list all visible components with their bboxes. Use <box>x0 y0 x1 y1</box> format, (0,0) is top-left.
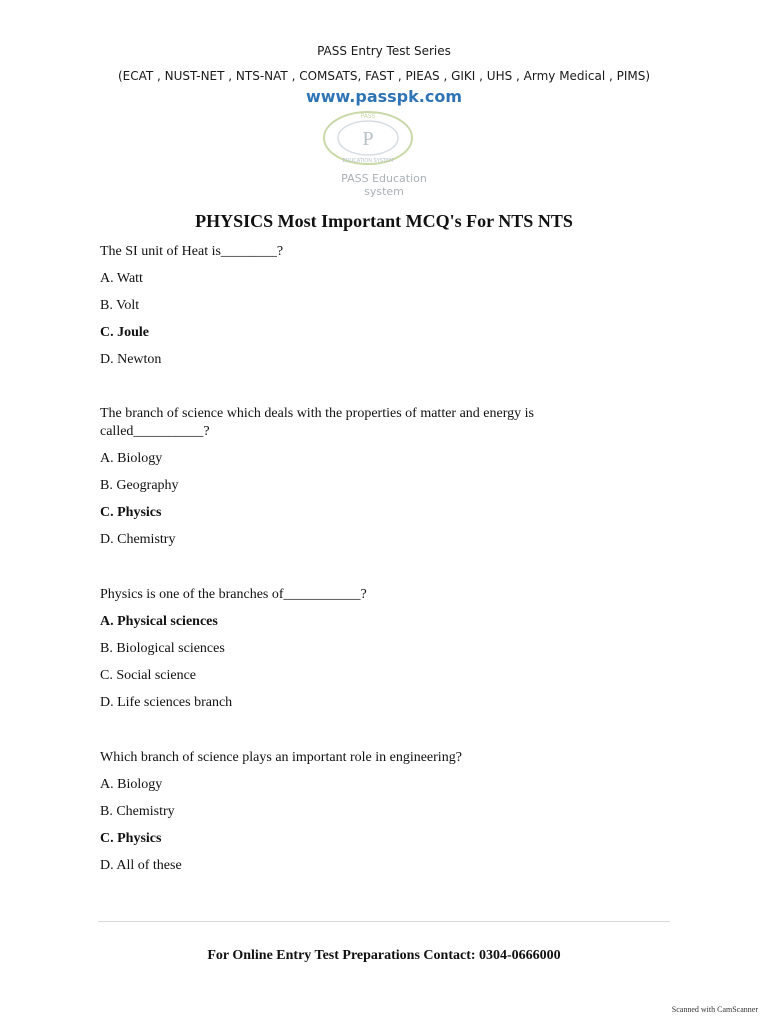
logo-caption-system: system <box>364 185 404 198</box>
question-1-option-a: A. Watt <box>100 271 143 286</box>
question-1-option-d: D. Newton <box>100 352 162 367</box>
svg-text:P: P <box>362 128 374 150</box>
footer-contact: For Online Entry Test Preparations Contact: 0304-0666000 <box>207 948 561 963</box>
series-heading: PASS Entry Test Series <box>317 44 451 58</box>
question-4-option-b: B. Chemistry <box>100 804 175 819</box>
question-2-option-c-answer: C. Physics <box>100 505 162 520</box>
page-title: PHYSICS Most Important MCQ's For NTS NTS <box>195 211 573 231</box>
question-3-option-b: B. Biological sciences <box>100 641 225 656</box>
question-4-option-d: D. All of these <box>100 858 182 873</box>
question-3: Physics is one of the branches of___________? <box>100 587 367 602</box>
question-3-option-a-answer: A. Physical sciences <box>100 614 218 629</box>
footer-divider <box>98 921 670 922</box>
question-4-option-a: A. Biology <box>100 777 163 792</box>
pass-logo-icon <box>318 108 418 168</box>
question-4-option-c-answer: C. Physics <box>100 831 162 846</box>
logo-caption <box>0 172 768 198</box>
logo-caption-education: Education <box>372 172 427 185</box>
question-2-option-d: D. Chemistry <box>100 532 176 547</box>
question-3-option-c: C. Social science <box>100 668 197 683</box>
svg-text:EDUCATION SYSTEM: EDUCATION SYSTEM <box>342 158 394 164</box>
exams-list: (ECAT , NUST-NET , NTS-NAT , COMSATS, FAST , PIEAS , GIKI , UHS , Army Medical , PIMS) <box>117 69 651 83</box>
question-2-option-b: B. Geography <box>100 478 179 493</box>
question-1-option-b: B. Volt <box>100 298 140 313</box>
question-1-option-c-answer: C. Joule <box>100 325 149 340</box>
logo-caption-pass: PASS <box>341 172 369 185</box>
question-2-line-2: called__________? <box>100 424 210 439</box>
svg-text:PASS: PASS <box>360 113 376 120</box>
question-4: Which branch of science plays an important role in engineering? <box>100 750 462 765</box>
scanner-watermark: Scanned with CamScanner <box>671 1005 758 1014</box>
question-2-option-a: A. Biology <box>100 451 163 466</box>
website-link[interactable]: www.passpk.com <box>305 87 462 106</box>
question-2: The branch of science which deals with the properties of matter and energy is <box>100 406 534 421</box>
question-3-option-d: D. Life sciences branch <box>100 695 233 710</box>
question-1: The SI unit of Heat is________? <box>100 244 284 259</box>
